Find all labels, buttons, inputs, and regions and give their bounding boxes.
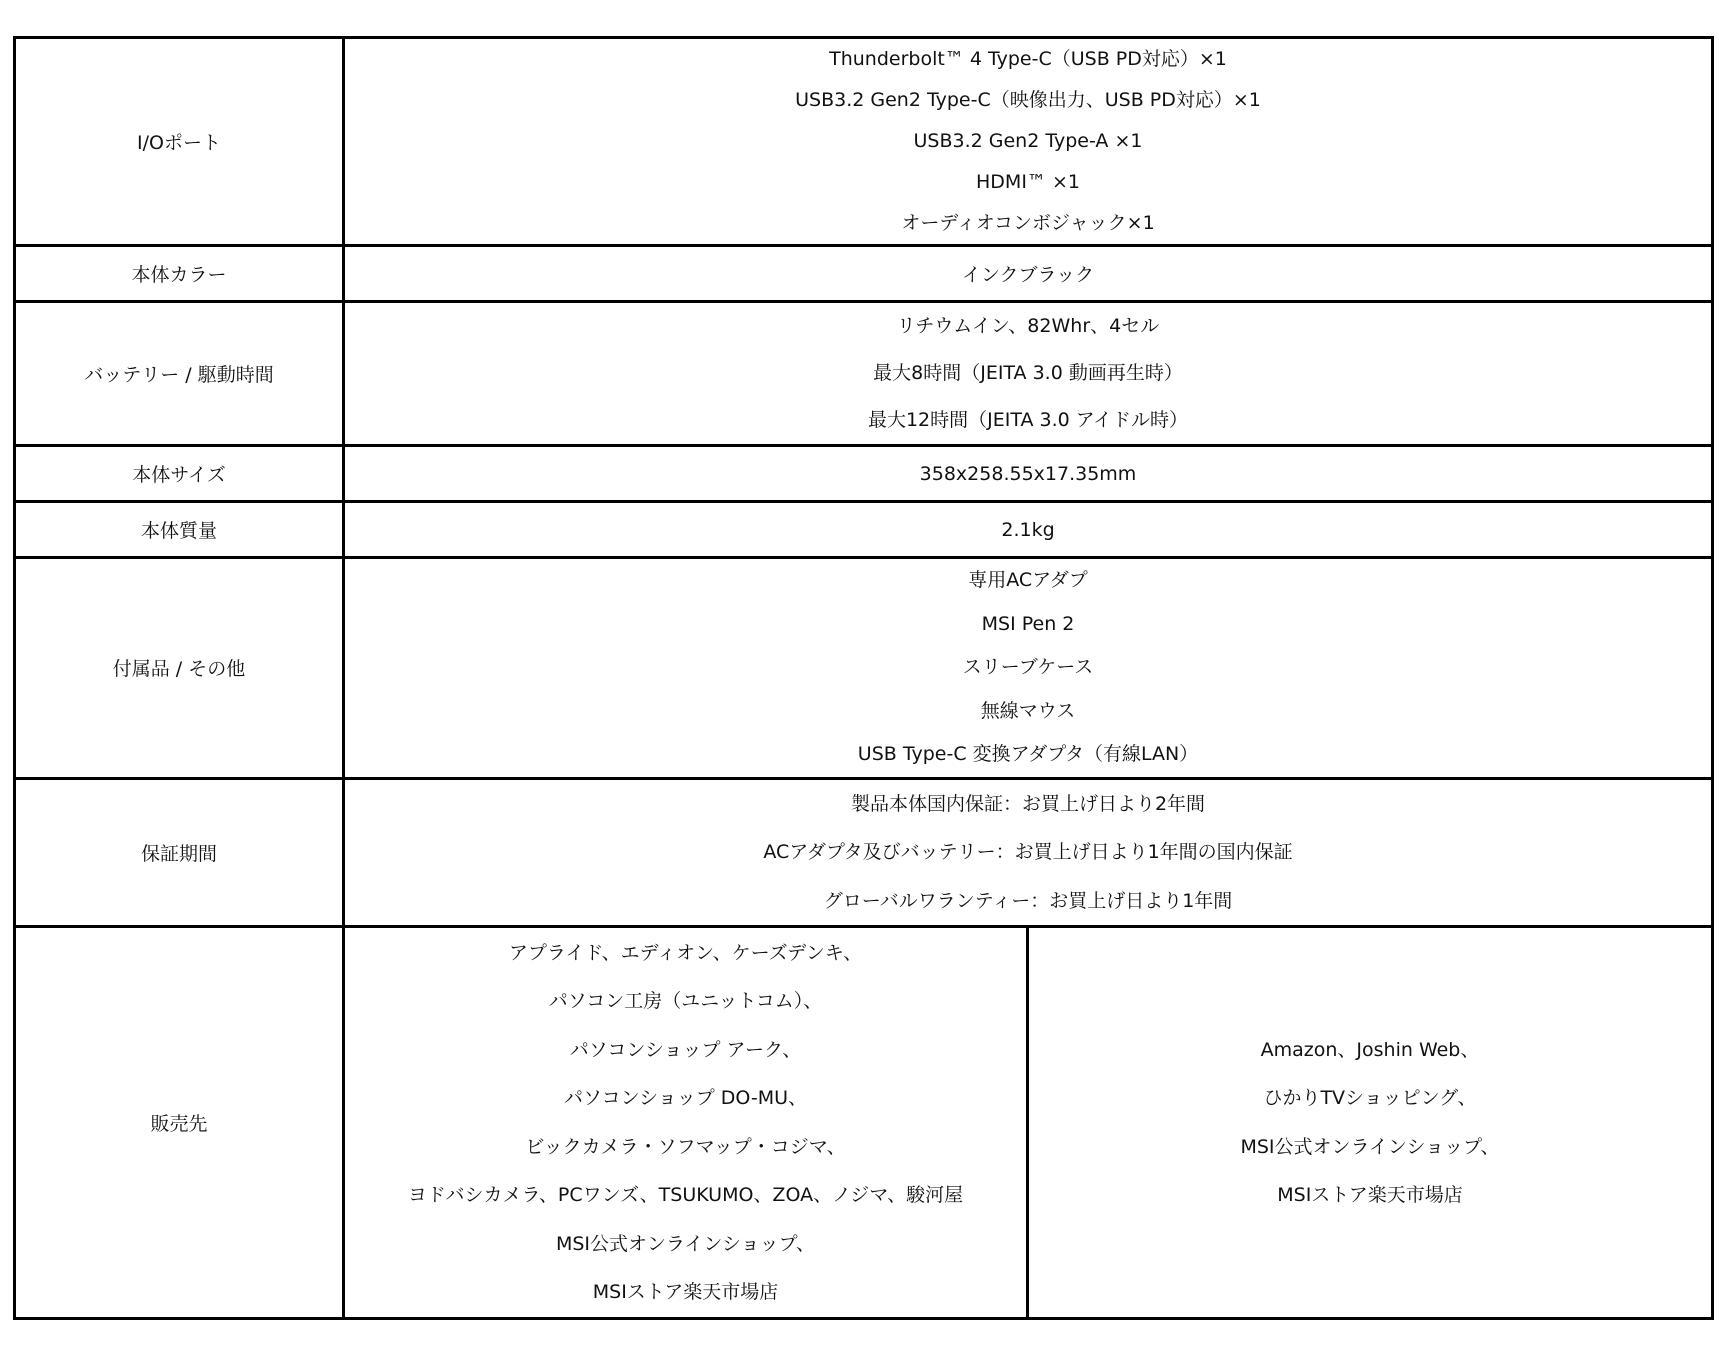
warranty-item: グローバルワランティー：お買上げ日より1年間 (823, 889, 1233, 912)
warranty-item: 製品本体国内保証：お買上げ日より2年間 (850, 792, 1206, 815)
seller-item: ビックカメラ・ソフマップ・コジマ、 (525, 1135, 846, 1158)
weight-label: 本体質量 (15, 502, 344, 558)
io-ports-label: I/Oポート (15, 38, 344, 246)
battery-item: 最大12時間（JEITA 3.0 アイドル時） (867, 409, 1189, 431)
color-label: 本体カラー (15, 246, 344, 302)
warranty-item: ACアダプタ及びバッテリー：お買上げ日より1年間の国内保証 (763, 841, 1293, 863)
seller-item: パソコン工房（ユニットコム）、 (548, 990, 823, 1012)
battery-value (344, 302, 1713, 446)
sellers-label: 販売先 (15, 927, 344, 1319)
spec-row-warranty (15, 778, 1713, 927)
accessories-label: 付属品 / その他 (15, 558, 344, 779)
io-port-item: USB3.2 Gen2 Type-C（映像出力、USB PD対応）×1 (795, 89, 1261, 111)
io-port-item: オーディオコンボジャック×1 (901, 212, 1155, 234)
color-value: インクブラック (344, 246, 1713, 302)
battery-item: 最大8時間（JEITA 3.0 動画再生時） (873, 362, 1183, 384)
seller-item: MSIストア楽天市場店 (1277, 1184, 1463, 1206)
seller-item: MSIストア楽天市場店 (592, 1281, 779, 1303)
accessory-item: スリーブケース (962, 656, 1094, 678)
battery-label: バッテリー / 駆動時間 (15, 302, 344, 446)
seller-item: MSI公式オンラインショップ、 (555, 1232, 816, 1255)
battery-item: リチウムイン、82Whr、4セル (896, 315, 1160, 337)
accessory-item: 専用ACアダプ (968, 569, 1088, 591)
spec-row-sellers (15, 927, 1713, 1319)
accessory-item: 無線マウス (980, 699, 1076, 722)
io-port-item: USB3.2 Gen2 Type-A ×1 (913, 130, 1143, 152)
io-ports-value (344, 38, 1713, 246)
seller-item: パソコンショップ DO-MU、 (563, 1087, 808, 1109)
size-label: 本体サイズ (15, 446, 344, 502)
spec-row-color (15, 246, 1713, 302)
spec-row-battery (15, 302, 1713, 446)
sellers-retail-stores (344, 927, 1028, 1319)
warranty-value (344, 778, 1713, 927)
spec-table (13, 36, 1714, 1320)
warranty-label: 保証期間 (15, 778, 344, 927)
spec-row-weight (15, 502, 1713, 558)
spec-row-size (15, 446, 1713, 502)
size-value: 358x258.55x17.35mm (344, 446, 1713, 502)
sellers-online-stores (1028, 927, 1713, 1319)
accessory-item: USB Type-C 変換アダプタ（有線LAN） (857, 743, 1199, 765)
io-port-item: Thunderbolt™ 4 Type-C（USB PD対応）×1 (829, 48, 1227, 70)
seller-item: パソコンショップ アーク、 (569, 1038, 802, 1061)
spec-row-io-ports (15, 38, 1713, 246)
seller-item: アプライド、エディオン、ケーズデンキ、 (508, 941, 863, 964)
spec-row-accessories (15, 558, 1713, 779)
seller-item: ヨドバシカメラ、PCワンズ、TSUKUMO、ZOA、ノジマ、駿河屋 (407, 1184, 964, 1206)
io-port-item: HDMI™ ×1 (976, 171, 1080, 193)
accessory-item: MSI Pen 2 (981, 612, 1075, 635)
seller-item: ひかりTVショッピング、 (1263, 1087, 1477, 1109)
seller-item: Amazon、Joshin Web、 (1260, 1038, 1480, 1061)
seller-item: MSI公式オンラインショップ、 (1240, 1135, 1500, 1158)
accessories-value (344, 558, 1713, 779)
weight-value: 2.1kg (344, 502, 1713, 558)
